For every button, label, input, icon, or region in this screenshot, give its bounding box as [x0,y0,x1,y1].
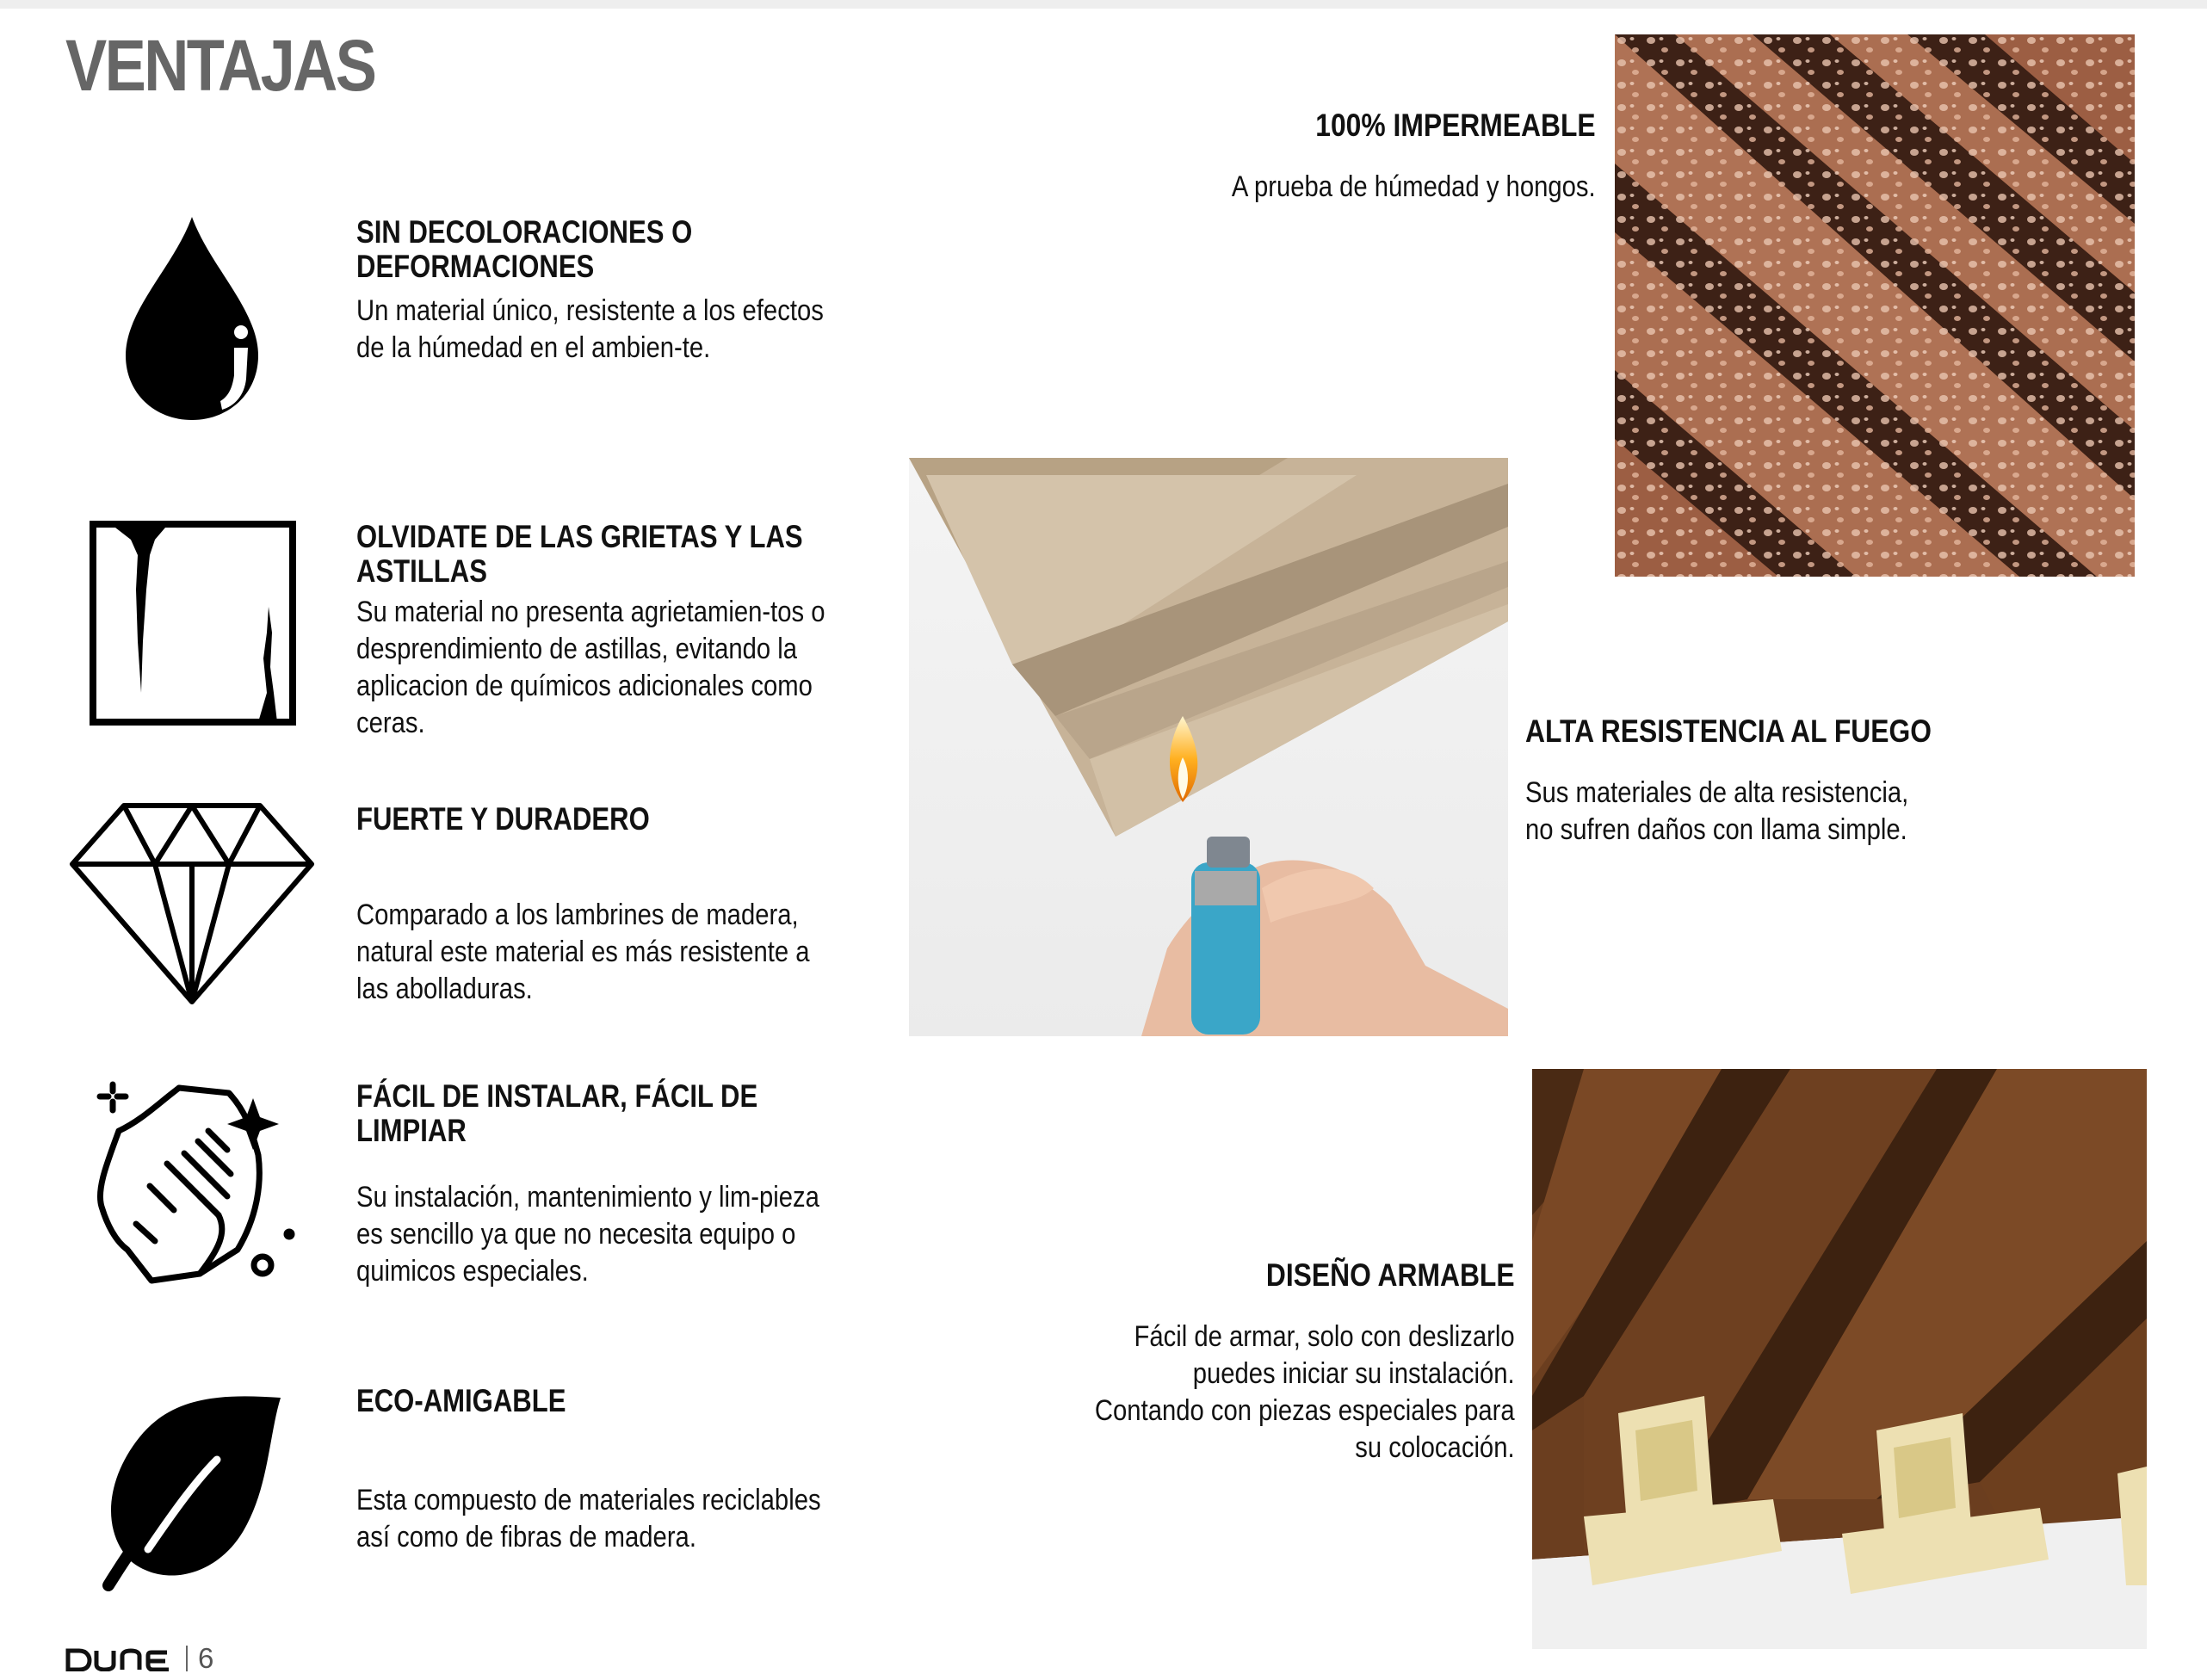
feature-moisture [356,215,838,367]
waterproof-title: 100% IMPERMEABLE [1315,108,1596,143]
feature-durability [356,802,838,1008]
design-text-4: su colocación. [1355,1431,1515,1464]
fire-test-photo [909,458,1508,1036]
design-text-3: Contando con piezas especiales para [1095,1394,1515,1427]
feature-text: Su instalación, mantenimiento y lim-pieza es sencillo ya que no necesita equipo o quimicos especiales. [356,1181,819,1288]
page-number: 6 [198,1642,214,1674]
diamond-icon [69,802,315,1005]
fire-text-1: Sus materiales de alta resistencia, [1525,776,1909,809]
feature-text: Su material no presenta agrietamien-tos o desprendimiento de astillas, evitando la aplicacion de químicos adicionales como ceras. [356,596,825,739]
feature-text: Comparado a los lambrines de madera, natural este material es más resistente a las abolladuras. [356,899,810,1005]
panel-profile-photo [1532,1069,2147,1649]
dune-logo [65,1646,174,1671]
feature-easy-install [356,1079,838,1290]
fire-title: ALTA RESISTENCIA AL FUEGO [1525,713,1932,749]
leaf-icon [96,1386,287,1592]
design-text-1: Fácil de armar, solo con deslizarlo [1134,1320,1515,1353]
feature-eco [356,1384,838,1556]
feature-title: ECO-AMIGABLE [356,1383,566,1418]
design-title: DISEÑO ARMABLE [1266,1257,1515,1293]
feature-title: SIN DECOLORACIONES O DEFORMACIONES [356,214,693,284]
footer-separator [186,1646,188,1671]
fire-text-2: no sufren daños con llama simple. [1525,813,1907,846]
feature-cracks [356,520,838,742]
page-title: VENTAJAS [65,25,375,106]
fire-block [1525,714,2059,849]
waterproof-photo [1615,34,2135,577]
design-block [990,1258,1515,1467]
page-footer [65,1642,214,1674]
feature-text: Esta compuesto de materiales reciclables así como de fibras de madera. [356,1484,821,1553]
feature-title: OLVIDATE DE LAS GRIETAS Y LAS ASTILLAS [356,519,803,589]
cracked-panel-icon [90,521,296,727]
feature-title: FUERTE Y DURADERO [356,801,650,837]
waterproof-text: A prueba de húmedad y hongos. [1232,170,1596,203]
hand-cleaning-icon [90,1078,300,1291]
feature-text: Un material único, resistente a los efectos de la húmedad en el ambien-te. [356,294,824,364]
top-rule [0,0,2207,9]
feature-title: FÁCIL DE INSTALAR, FÁCIL DE LIMPIAR [356,1078,758,1148]
waterproof-block [1076,108,1596,206]
design-text-2: puedes iniciar su instalación. [1193,1357,1515,1390]
water-drop-icon [122,215,262,422]
